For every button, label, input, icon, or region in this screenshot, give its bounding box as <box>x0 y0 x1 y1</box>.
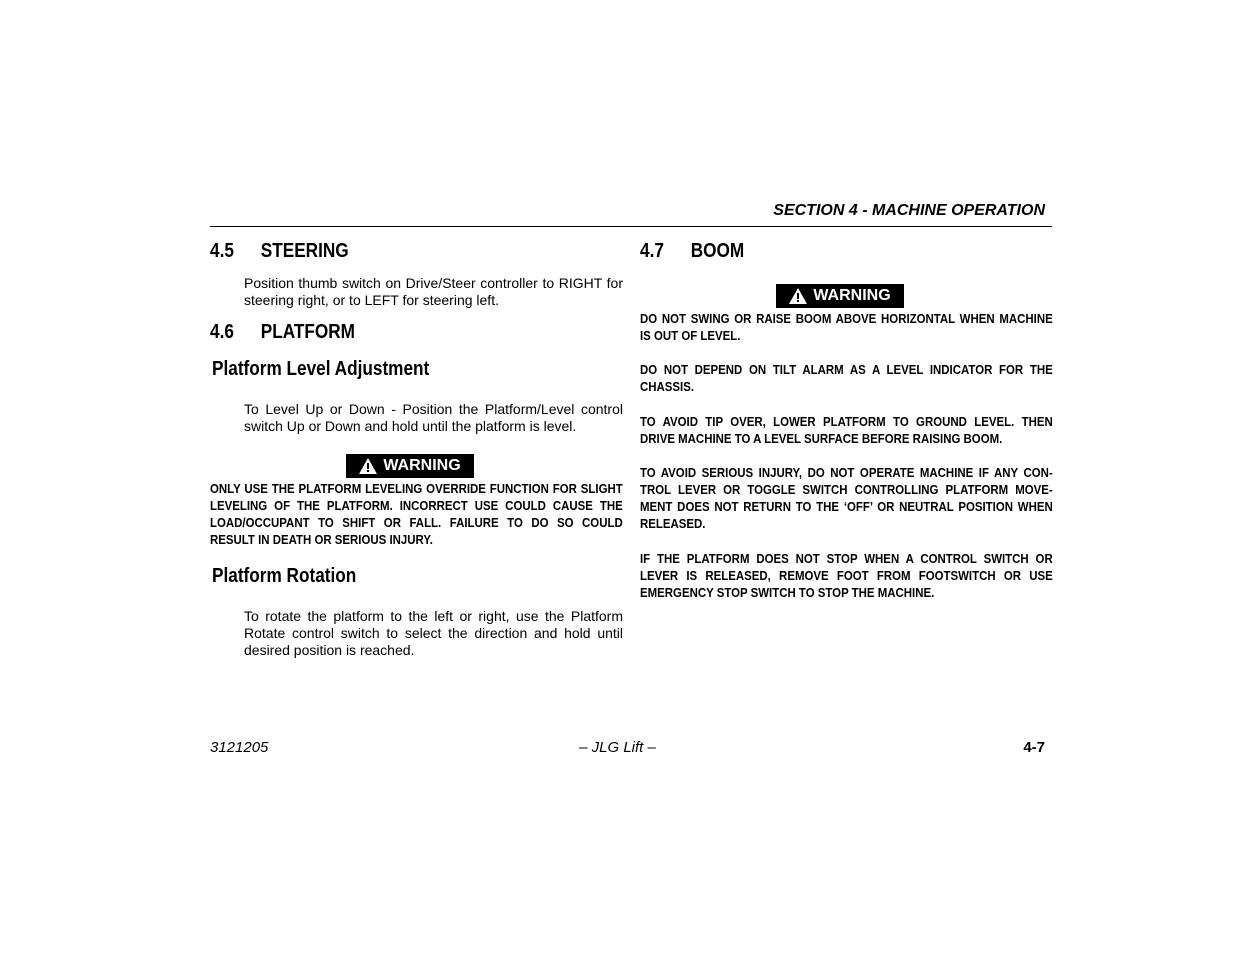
steering-number: 4.5 <box>210 240 234 262</box>
boom-warning-4: TO AVOID SERIOUS INJURY, DO NOT OPERATE MACHINE IF ANY CON-TROL LEVER OR TOGGLE SWITCH CONTROLLING PLATFORM MOVE-MENT DOES NOT RETURN TO THE ‘OFF’ OR NEUTRAL POSITION WHEN RELEASED. <box>640 465 1053 531</box>
platform-level-body: To Level Up or Down - Position the Platform/Level control switch Up or Down and hold until the platform is level. <box>244 401 623 434</box>
platform-rotation-heading: Platform Rotation <box>212 565 357 587</box>
section-header: SECTION 4 - MACHINE OPERATION <box>773 202 1045 219</box>
boom-warning-3: TO AVOID TIP OVER, LOWER PLATFORM TO GROUND LEVEL. THEN DRIVE MACHINE TO A LEVEL SURFACE BEFORE RAISING BOOM. <box>640 414 1053 446</box>
warning-triangle-icon <box>359 458 377 474</box>
platform-warning-text: ONLY USE THE PLATFORM LEVELING OVERRIDE FUNCTION FOR SLIGHT LEVELING OF THE PLATFORM. INCORRECT USE COULD CAUSE THE LOAD/OCCUPANT TO SHIFT OR FALL. FAILURE TO DO SO COULD RESULT IN DEATH OR SERIOUS INJURY. <box>210 481 623 547</box>
boom-warning-5: IF THE PLATFORM DOES NOT STOP WHEN A CONTROL SWITCH OR LEVER IS RELEASED, REMOVE FOOT FROM FOOTSWITCH OR USE EMERGENCY STOP SWITCH TO STOP THE MACHINE. <box>640 551 1053 600</box>
boom-title: BOOM <box>690 240 745 262</box>
steering-heading <box>210 240 349 263</box>
boom-warning-2: DO NOT DEPEND ON TILT ALARM AS A LEVEL INDICATOR FOR THE CHASSIS. <box>640 362 1053 394</box>
steering-body: Position thumb switch on Drive/Steer controller to RIGHT for steering right, or to LEFT for steering left. <box>244 275 623 308</box>
platform-title: PLATFORM <box>260 321 356 343</box>
platform-rotation-body: To rotate the platform to the left or right, use the Platform Rotate control switch to select the direction and hold until desired position is reached. <box>244 608 623 658</box>
header-rule <box>210 226 1052 227</box>
boom-warning-1: DO NOT SWING OR RAISE BOOM ABOVE HORIZONTAL WHEN MACHINE IS OUT OF LEVEL. <box>640 311 1053 343</box>
platform-level-heading: Platform Level Adjustment <box>212 358 430 380</box>
platform-heading <box>210 321 355 344</box>
boom-number: 4.7 <box>640 240 664 262</box>
boom-warning-badge <box>776 284 904 308</box>
footer-center: – JLG Lift – <box>579 739 656 756</box>
boom-warning-label: WARNING <box>813 287 891 304</box>
platform-warning-badge <box>346 454 474 478</box>
warning-triangle-icon <box>789 288 807 304</box>
boom-heading <box>640 240 744 263</box>
platform-warning-label: WARNING <box>383 457 461 474</box>
footer-page-number: 4-7 <box>1023 739 1045 756</box>
footer-doc-number: 3121205 <box>210 739 269 756</box>
steering-title: STEERING <box>260 240 349 262</box>
platform-number: 4.6 <box>210 321 234 343</box>
